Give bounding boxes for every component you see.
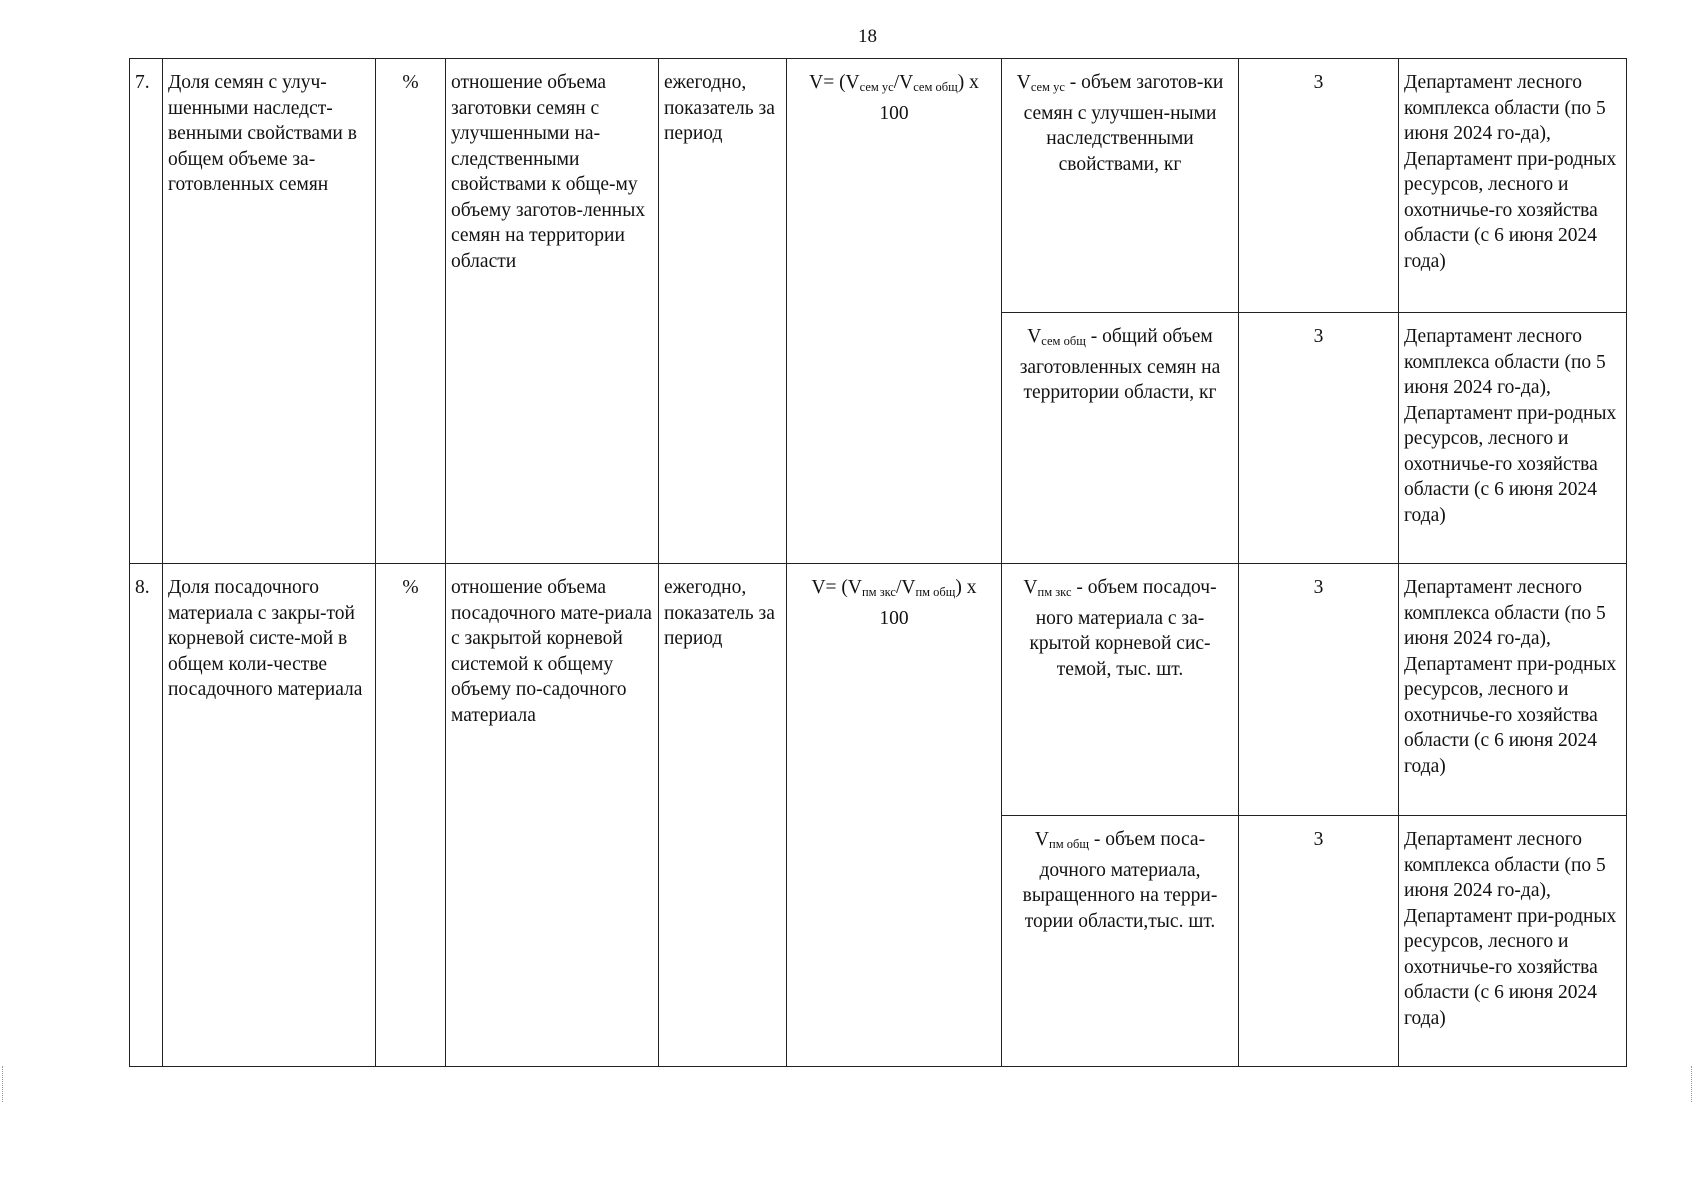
- variable-subscript: сем общ: [1041, 334, 1086, 348]
- row-number: 8.: [130, 564, 163, 1067]
- periodicity: ежегодно, показатель за период: [659, 564, 787, 1067]
- formula-prefix: V= (V: [809, 72, 860, 93]
- formula: [787, 59, 1002, 564]
- variable-description: [1002, 59, 1239, 313]
- variable-description: [1002, 313, 1239, 564]
- formula-subscript: сем ус: [859, 80, 894, 94]
- source-code: 3: [1239, 59, 1399, 313]
- scan-edge-mark: [1691, 1066, 1695, 1102]
- formula-subscript: сем общ: [913, 80, 958, 94]
- formula-suffix: ) х: [955, 577, 977, 598]
- formula-divider: /V: [895, 577, 916, 598]
- row-number: 7.: [130, 59, 163, 564]
- indicator-definition: отношение объема посадочного мате-риала с закрытой корневой системой к общему объему по-садочного материала: [446, 564, 659, 1067]
- variable-symbol: V: [1027, 326, 1042, 347]
- responsible-body: Департамент лесного комплекса области (по 5 июня 2024 го-да), Департамент при-родных ресурсов, лесного и охотничье-го хозяйства области (с 6 июня 2024 года): [1399, 816, 1627, 1067]
- variable-subscript: пм зкс: [1037, 585, 1072, 599]
- variable-text: - объем заготов-ки семян с улучшен-ными наследственными свойствами, кг: [1023, 72, 1224, 175]
- variable-description: [1002, 816, 1239, 1067]
- variable-text: - объем поса-дочного материала, выращенного на терри-тории области,тыс. шт.: [1022, 829, 1218, 932]
- variable-description: [1002, 564, 1239, 816]
- formula: [787, 564, 1002, 1067]
- indicators-table: [129, 58, 1627, 1067]
- variable-symbol: V: [1034, 829, 1049, 850]
- variable-symbol: V: [1023, 577, 1038, 598]
- source-code: 3: [1239, 313, 1399, 564]
- variable-subscript: сем ус: [1030, 80, 1065, 94]
- source-code: 3: [1239, 564, 1399, 816]
- formula-multiplier: 100: [879, 607, 909, 629]
- formula-prefix: V= (V: [811, 577, 862, 598]
- responsible-body: Департамент лесного комплекса области (по 5 июня 2024 го-да), Департамент при-родных ресурсов, лесного и охотничье-го хозяйства области (с 6 июня 2024 года): [1399, 564, 1627, 816]
- responsible-body: Департамент лесного комплекса области (по 5 июня 2024 го-да), Департамент при-родных ресурсов, лесного и охотничье-го хозяйства области (с 6 июня 2024 года): [1399, 313, 1627, 564]
- periodicity: ежегодно, показатель за период: [659, 59, 787, 564]
- variable-text: - общий объем заготовленных семян на территории области, кг: [1019, 326, 1221, 403]
- unit: %: [376, 564, 446, 1067]
- formula-divider: /V: [893, 72, 914, 93]
- responsible-body: Департамент лесного комплекса области (по 5 июня 2024 го-да), Департамент при-родных ресурсов, лесного и охотничье-го хозяйства области (с 6 июня 2024 года): [1399, 59, 1627, 313]
- variable-subscript: пм общ: [1049, 837, 1089, 851]
- formula-subscript: пм зкс: [861, 585, 896, 599]
- source-code: 3: [1239, 816, 1399, 1067]
- formula-subscript: пм общ: [915, 585, 956, 599]
- indicator-definition: отношение объема заготовки семян с улучшенными на-следственными свойствами к обще-му объему заготов-ленных семян на территории области: [446, 59, 659, 564]
- formula-suffix: ) х: [957, 72, 979, 93]
- variable-text: - объем посадоч-ного материала с за-крытой корневой сис-темой, тыс. шт.: [1029, 577, 1217, 680]
- page-number: 18: [858, 26, 877, 47]
- indicator-name: Доля посадочного материала с закры-той корневой систе-мой в общем коли-честве посадочного материала: [163, 564, 376, 1067]
- table-row: [130, 564, 1627, 816]
- variable-symbol: V: [1016, 72, 1031, 93]
- indicator-name: Доля семян с улуч-шенными наследст-венными свойствами в общем объеме за-готовленных семян: [163, 59, 376, 564]
- table-row: [130, 59, 1627, 313]
- formula-multiplier: 100: [879, 102, 909, 124]
- unit: %: [376, 59, 446, 564]
- scan-edge-mark: [2, 1066, 6, 1102]
